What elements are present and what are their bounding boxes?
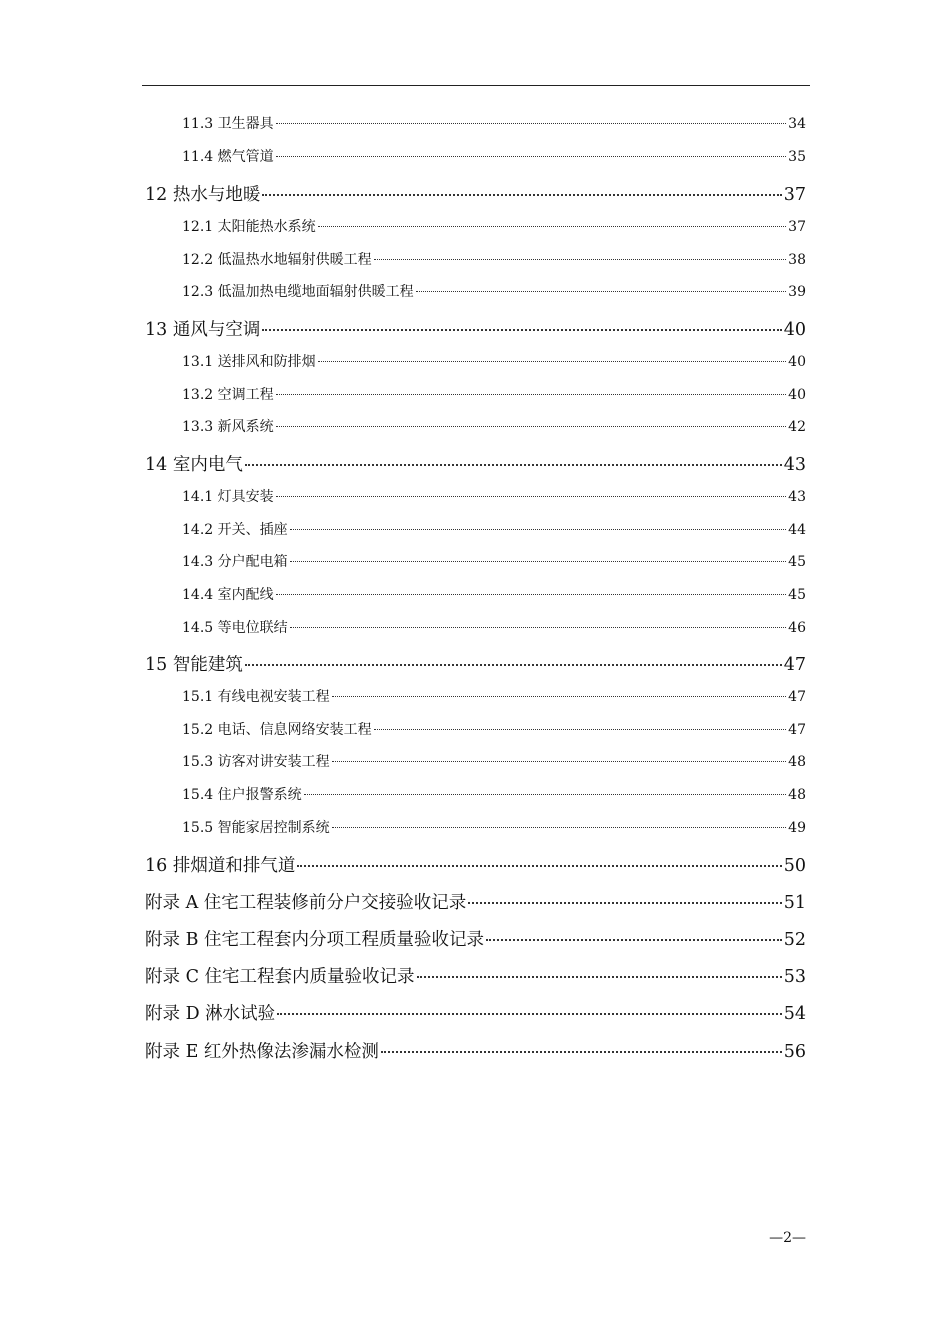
toc-entry-title: 附录 B 住宅工程套内分项工程质量验收记录 — [145, 930, 484, 950]
toc-entry-title: 11.4 燃气管道 — [182, 149, 274, 165]
toc-entry[interactable] — [145, 651, 806, 676]
toc-dot-leader — [276, 156, 787, 157]
toc-dot-leader — [468, 902, 781, 904]
toc-dot-leader — [417, 976, 782, 978]
toc-entry-title: 15.3 访客对讲安装工程 — [182, 754, 330, 770]
page-number: —2— — [769, 1230, 806, 1246]
toc-dot-leader — [290, 529, 787, 530]
toc-entry-title: 附录 D 淋水试验 — [145, 1004, 276, 1024]
toc-dot-leader — [332, 827, 787, 828]
toc-entry[interactable] — [182, 216, 806, 236]
toc-entry-page: 42 — [788, 419, 806, 435]
toc-entry-page: 35 — [788, 149, 806, 165]
toc-entry-title: 12 热水与地暖 — [145, 185, 261, 205]
toc-entry-page: 40 — [783, 320, 806, 340]
toc-entry[interactable] — [182, 817, 806, 837]
toc-entry-title: 12.2 低温热水地辐射供暖工程 — [182, 252, 372, 268]
toc-dot-leader — [262, 194, 781, 196]
toc-dot-leader — [290, 561, 787, 562]
toc-entry-page: 47 — [788, 722, 806, 738]
toc-entry-title: 14.1 灯具安装 — [182, 489, 274, 505]
toc-dot-leader — [276, 594, 787, 595]
toc-dot-leader — [276, 123, 787, 124]
toc-entry-title: 15 智能建筑 — [145, 655, 243, 675]
toc-entry-page: 34 — [788, 116, 806, 132]
toc-dot-leader — [416, 291, 787, 292]
toc-entry[interactable] — [182, 784, 806, 804]
toc-entry[interactable] — [145, 963, 806, 988]
toc-entry-page: 51 — [783, 893, 806, 913]
toc-entry-title: 13.1 送排风和防排烟 — [182, 354, 316, 370]
toc-entry-page: 47 — [783, 655, 806, 675]
toc-entry-page: 48 — [788, 787, 806, 803]
toc-entry-page: 39 — [788, 284, 806, 300]
toc-entry-title: 14.2 开关、插座 — [182, 522, 288, 538]
toc-entry[interactable] — [145, 926, 806, 951]
toc-entry-title: 15.4 住户报警系统 — [182, 787, 302, 803]
toc-entry-title: 附录 E 红外热像法渗漏水检测 — [145, 1042, 379, 1062]
toc-entry-page: 37 — [788, 219, 806, 235]
toc-entry[interactable] — [145, 451, 806, 476]
toc-entry-title: 附录 A 住宅工程装修前分户交接验收记录 — [145, 893, 467, 913]
toc-dot-leader — [276, 394, 787, 395]
toc-entry[interactable] — [182, 351, 806, 371]
toc-entry-page: 54 — [783, 1004, 806, 1024]
toc-entry-page: 46 — [788, 620, 806, 636]
toc-entry[interactable] — [145, 889, 806, 914]
toc-dot-leader — [332, 696, 787, 697]
toc-dot-leader — [486, 939, 782, 941]
toc-entry[interactable] — [182, 751, 806, 771]
toc-entry-page: 48 — [788, 754, 806, 770]
toc-entry-title: 13.2 空调工程 — [182, 387, 274, 403]
toc-entry-page: 44 — [788, 522, 806, 538]
toc-entry[interactable] — [145, 852, 806, 877]
toc-entry-page: 40 — [788, 387, 806, 403]
toc-entry-page: 49 — [788, 820, 806, 836]
toc-dot-leader — [374, 729, 787, 730]
toc-entry-title: 13 通风与空调 — [145, 320, 261, 340]
toc-entry-title: 12.1 太阳能热水系统 — [182, 219, 316, 235]
toc-dot-leader — [245, 664, 782, 666]
toc-entry-title: 16 排烟道和排气道 — [145, 856, 296, 876]
toc-entry-page: 47 — [788, 689, 806, 705]
toc-entry-page: 52 — [783, 930, 806, 950]
toc-entry-title: 14.4 室内配线 — [182, 587, 274, 603]
toc-entry[interactable] — [182, 384, 806, 404]
toc-entry[interactable] — [182, 113, 806, 133]
toc-entry-title: 15.2 电话、信息网络安装工程 — [182, 722, 372, 738]
toc-entry[interactable] — [182, 617, 806, 637]
toc-entry-title: 11.3 卫生器具 — [182, 116, 274, 132]
toc-entry[interactable] — [182, 416, 806, 436]
toc-dot-leader — [381, 1051, 782, 1053]
toc-entry-title: 附录 C 住宅工程套内质量验收记录 — [145, 967, 415, 987]
toc-dot-leader — [262, 329, 781, 331]
toc-entry[interactable] — [145, 181, 806, 206]
toc-entry-title: 12.3 低温加热电缆地面辐射供暖工程 — [182, 284, 414, 300]
toc-dot-leader — [332, 761, 787, 762]
toc-entry[interactable] — [182, 281, 806, 301]
toc-dot-leader — [245, 464, 782, 466]
toc-dot-leader — [318, 226, 787, 227]
toc-entry[interactable] — [182, 686, 806, 706]
toc-entry[interactable] — [182, 519, 806, 539]
toc-entry-title: 13.3 新风系统 — [182, 419, 274, 435]
toc-entry[interactable] — [145, 316, 806, 341]
toc-entry-page: 43 — [783, 455, 806, 475]
toc-dot-leader — [374, 259, 787, 260]
toc-entry-page: 45 — [788, 587, 806, 603]
toc-dot-leader — [318, 361, 787, 362]
toc-entry-title: 14 室内电气 — [145, 455, 243, 475]
toc-entry[interactable] — [182, 146, 806, 166]
toc-entry[interactable] — [182, 584, 806, 604]
toc-entry-page: 43 — [788, 489, 806, 505]
toc-entry-page: 53 — [783, 967, 806, 987]
toc-entry-title: 15.5 智能家居控制系统 — [182, 820, 330, 836]
toc-entry-page: 40 — [788, 354, 806, 370]
toc-dot-leader — [276, 496, 787, 497]
toc-entry-page: 37 — [783, 185, 806, 205]
toc-entry-page: 50 — [783, 856, 806, 876]
toc-entry-title: 15.1 有线电视安装工程 — [182, 689, 330, 705]
toc-dot-leader — [276, 426, 787, 427]
toc-dot-leader — [297, 865, 781, 867]
toc-entry-title: 14.5 等电位联结 — [182, 620, 288, 636]
toc-entry-title: 14.3 分户配电箱 — [182, 554, 288, 570]
toc-entry[interactable] — [182, 551, 806, 571]
toc-entry[interactable] — [145, 1038, 806, 1063]
toc-dot-leader — [277, 1013, 782, 1015]
toc-entry[interactable] — [182, 719, 806, 739]
toc-entry-page: 45 — [788, 554, 806, 570]
toc-entry-page: 56 — [783, 1042, 806, 1062]
toc-dot-leader — [290, 627, 787, 628]
toc-entry[interactable] — [182, 486, 806, 506]
toc-entry[interactable] — [145, 1000, 806, 1025]
toc-dot-leader — [304, 794, 787, 795]
toc-entry-page: 38 — [788, 252, 806, 268]
toc-entry[interactable] — [182, 249, 806, 269]
